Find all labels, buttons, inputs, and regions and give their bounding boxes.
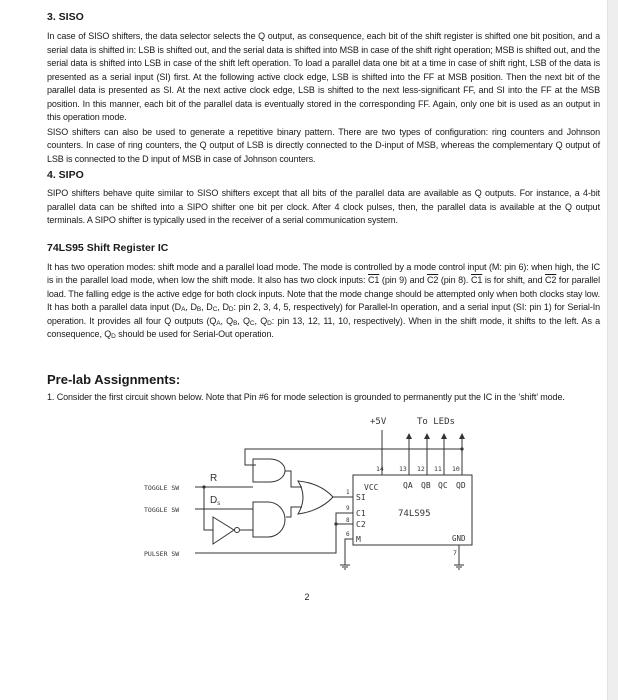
to-leds-label: To LEDs bbox=[417, 417, 455, 427]
subscript: C bbox=[212, 306, 218, 313]
text-run: , D bbox=[217, 302, 229, 312]
text-run: , Q bbox=[237, 315, 250, 326]
ground-symbols bbox=[340, 565, 464, 569]
subscript: B bbox=[233, 319, 238, 327]
svg-text:QB: QB bbox=[421, 481, 431, 490]
text-run: In case of SISO shifters, the data selector selects the Q output, as consequence, each bit of the shift register is shifted one bit position, and a serial data is shifted in: LSB is shifted out, and the serial data is shifted into MSB in case of the shift right operation; MSB is shifted out, and the serial data is shifted into LSB in case of the shift left operation. To load a parallel data one bit at a time in case of shift right, LSB of the data is presented as a serial input (SI) first. At the following active clock edge, LSB is shifted into the FF at MSB position. Then the next bit of the parallel data is presented as SI. At the next active clock edge, LSB is shifted to the next less-significant FF, and SI into the FF at the MSB position. In this manner, each bit of the parallel data is eventually stored in the corresponding FF. Again, only one bit is used as an output in this operation mode. bbox=[47, 31, 600, 122]
svg-text:6: 6 bbox=[346, 531, 350, 538]
svg-text:11: 11 bbox=[434, 465, 442, 473]
text-run: (pin 8). bbox=[438, 275, 471, 285]
and-gate-2 bbox=[253, 502, 285, 537]
prelab-title: Pre-lab Assignments: bbox=[47, 371, 181, 387]
svg-text:13: 13 bbox=[399, 465, 407, 473]
page-content bbox=[47, 0, 600, 602]
ds-label: $D_s$ bbox=[210, 495, 221, 507]
inverter bbox=[213, 517, 234, 544]
r-label: R bbox=[210, 473, 218, 484]
text-run: (pin 9) and bbox=[379, 275, 427, 285]
text-run: is for shift, and bbox=[482, 275, 545, 285]
svg-text:1: 1 bbox=[346, 489, 350, 496]
and-gate-1 bbox=[253, 459, 285, 482]
prelab-question-1 bbox=[47, 391, 600, 405]
text-run: It has two operation modes: shift mode and a parallel load mode. The mode is controlled by a mode control input (M: pin 6): when high, the IC is in the parallel load mode, when low the shift mode. It also has two clock inputs: bbox=[47, 261, 600, 285]
output-pin-labels bbox=[403, 481, 466, 490]
sipo-paragraph bbox=[47, 187, 600, 228]
svg-text:C1: C1 bbox=[356, 509, 366, 518]
siso-paragraph-2 bbox=[47, 126, 600, 167]
svg-text:10: 10 bbox=[452, 465, 460, 473]
circuit-diagram bbox=[130, 407, 490, 582]
scrollbar[interactable] bbox=[607, 0, 618, 700]
ic-title: 74LS95 Shift Register IC bbox=[47, 241, 169, 254]
svg-text:QD: QD bbox=[456, 481, 466, 490]
overlined-signal: C1 bbox=[470, 275, 483, 285]
subscript: D bbox=[228, 306, 234, 313]
toggle-sw-2-label: TOGGLE SW bbox=[144, 506, 180, 514]
svg-text:C2: C2 bbox=[356, 520, 366, 529]
overlined-signal: C1 bbox=[367, 275, 380, 285]
output-pin-numbers bbox=[399, 465, 460, 473]
vcc-label: +5V bbox=[370, 417, 387, 427]
subscript: A bbox=[216, 319, 221, 327]
svg-text:9: 9 bbox=[346, 505, 350, 512]
subscript: D bbox=[267, 319, 272, 327]
pulser-sw-label: PULSER SW bbox=[144, 550, 180, 558]
overlined-signal: C2 bbox=[426, 275, 439, 285]
text-run: , D bbox=[201, 302, 213, 312]
gnd-pin-label: GND bbox=[452, 534, 466, 543]
text-run: for parallel load. The falling edge is the active edge for both clock inputs. Note that the mode change should be attempted only when both clocks stay low. It has both a parallel data input (D bbox=[47, 275, 600, 312]
overlined-signal: C2 bbox=[545, 275, 557, 285]
ic-paragraph bbox=[47, 261, 600, 342]
vcc-pin-number: 14 bbox=[376, 465, 384, 473]
text-run: should be used for Serial-Out operation. bbox=[115, 329, 274, 339]
text-run: : pin 2, 3, 4, 5, respectively) for Parallel-In operation, and a serial input (SI: pin 1) for Serial-In operation. It provides all four Q outputs (Q bbox=[47, 302, 601, 326]
svg-text:12: 12 bbox=[417, 465, 425, 473]
text-run: 1. Consider the first circuit shown below. Note that Pin #6 for mode selection is grounded to permanently put the IC in the ‘shift’ mode. bbox=[47, 391, 565, 402]
subscript: C bbox=[249, 319, 255, 327]
section-title-sipo: 4. SIPO bbox=[47, 169, 84, 181]
page-number: 2 bbox=[304, 592, 310, 602]
svg-text:8: 8 bbox=[346, 517, 350, 524]
subscript: A bbox=[181, 306, 186, 313]
chip-name-label: 74LS95 bbox=[398, 509, 431, 519]
vcc-pin-label: VCC bbox=[364, 483, 379, 492]
text-run: , D bbox=[185, 302, 197, 312]
text-run: , Q bbox=[220, 315, 234, 326]
section-title-siso: 3. SISO bbox=[47, 11, 84, 23]
svg-text:SI: SI bbox=[356, 493, 366, 502]
text-run: SISO shifters can also be used to generate a repetitive binary pattern. There are two types of configuration: ring counters and Johnson counters. In case of ring counters, the Q output of LSB is directly connected to the D-input of MSB, whereas the complementary Q output of LSB is connected to the D input of MSB in case of Johnson counters. bbox=[47, 126, 600, 164]
gnd-pin-number: 7 bbox=[453, 549, 457, 557]
input-pin-labels bbox=[356, 493, 366, 544]
svg-text:M: M bbox=[356, 535, 361, 544]
svg-text:QA: QA bbox=[403, 481, 413, 490]
subscript: B bbox=[196, 306, 202, 313]
svg-text:QC: QC bbox=[438, 481, 448, 490]
or-gate bbox=[298, 481, 333, 514]
siso-paragraph-1 bbox=[47, 30, 600, 125]
text-run: , Q bbox=[254, 315, 268, 326]
subscript: D bbox=[111, 333, 116, 340]
text-run: : pin 13, 12, 11, 10, respectively). When in the shift mode, it shifts to the left. As a consequence, Q bbox=[47, 315, 601, 339]
toggle-sw-1-label: TOGGLE SW bbox=[144, 484, 180, 492]
text-run: SIPO shifters behave quite similar to SISO shifters except that all bits of the parallel data are available as Q outputs. For instance, a 4-bit parallel data can be shifted into a SIPO shifter one bit per clock. After 4 clock pulses, then, the parallel data is available at the Q output terminals. A SIPO shifter is typically used in the receiver of a serial communication system. bbox=[47, 188, 600, 225]
